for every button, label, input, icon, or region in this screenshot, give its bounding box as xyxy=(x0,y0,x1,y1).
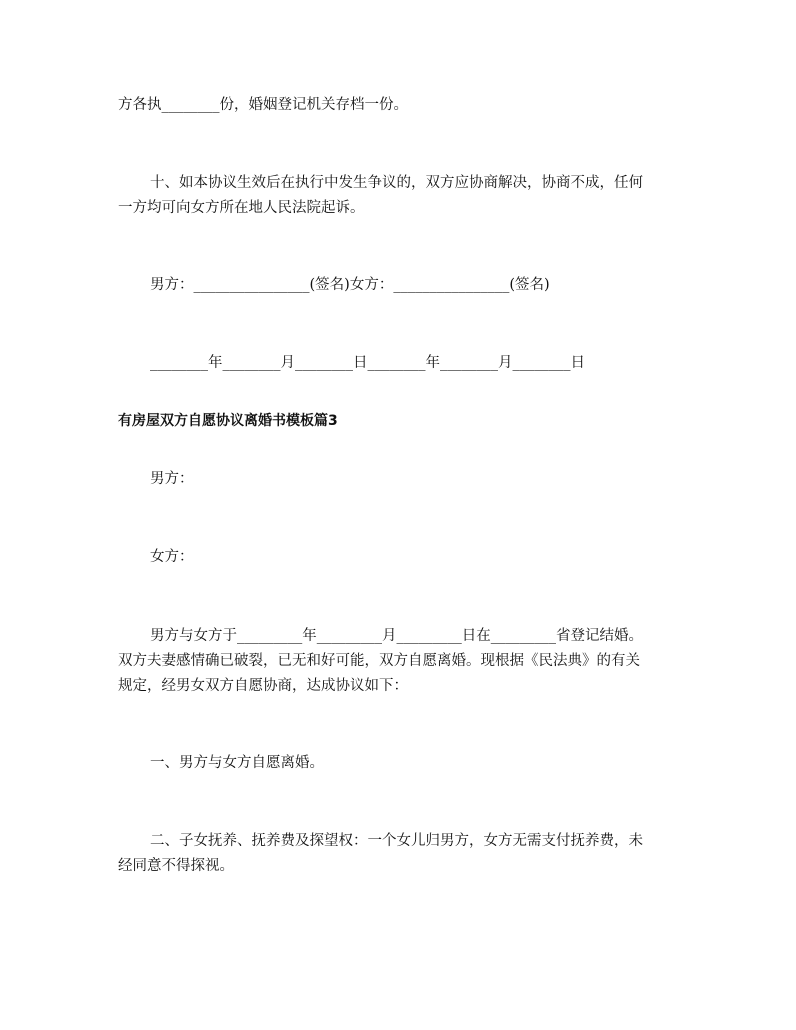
clause-ten-line-1: 十、如本协议生效后在执行中发生争议的，双方应协商解决，协商不成，任何 xyxy=(150,175,643,191)
marriage-line-2: 双方夫妻感情确已破裂，已无和好可能，双方自愿离婚。现根据《民法典》的有关 xyxy=(118,653,640,669)
clause-one: 一、男方与女方自愿离婚。 xyxy=(150,755,324,771)
section-heading: 有房屋双方自愿协议离婚书模板篇3 xyxy=(118,413,338,429)
date-line: ________年________月________日________年________月________日 xyxy=(150,355,585,371)
female-party-label: 女方： xyxy=(150,549,194,565)
copies-line: 方各执________份，婚姻登记机关存档一份。 xyxy=(118,97,408,113)
marriage-line-3: 规定，经男女双方自愿协商，达成协议如下： xyxy=(118,678,408,694)
male-party-label: 男方： xyxy=(150,471,194,487)
marriage-line-1: 男方与女方于_________年_________月_________日在_________省登记结婚。 xyxy=(150,628,643,644)
signature-line: 男方：________________(签名)女方：________________(签名) xyxy=(150,277,550,293)
clause-two-line-2: 经同意不得探视。 xyxy=(118,858,234,874)
clause-two-line-1: 二、子女抚养、抚养费及探望权：一个女儿归男方，女方无需支付抚养费，未 xyxy=(150,833,643,849)
clause-ten-line-2: 一方均可向女方所在地人民法院起诉。 xyxy=(118,200,365,216)
